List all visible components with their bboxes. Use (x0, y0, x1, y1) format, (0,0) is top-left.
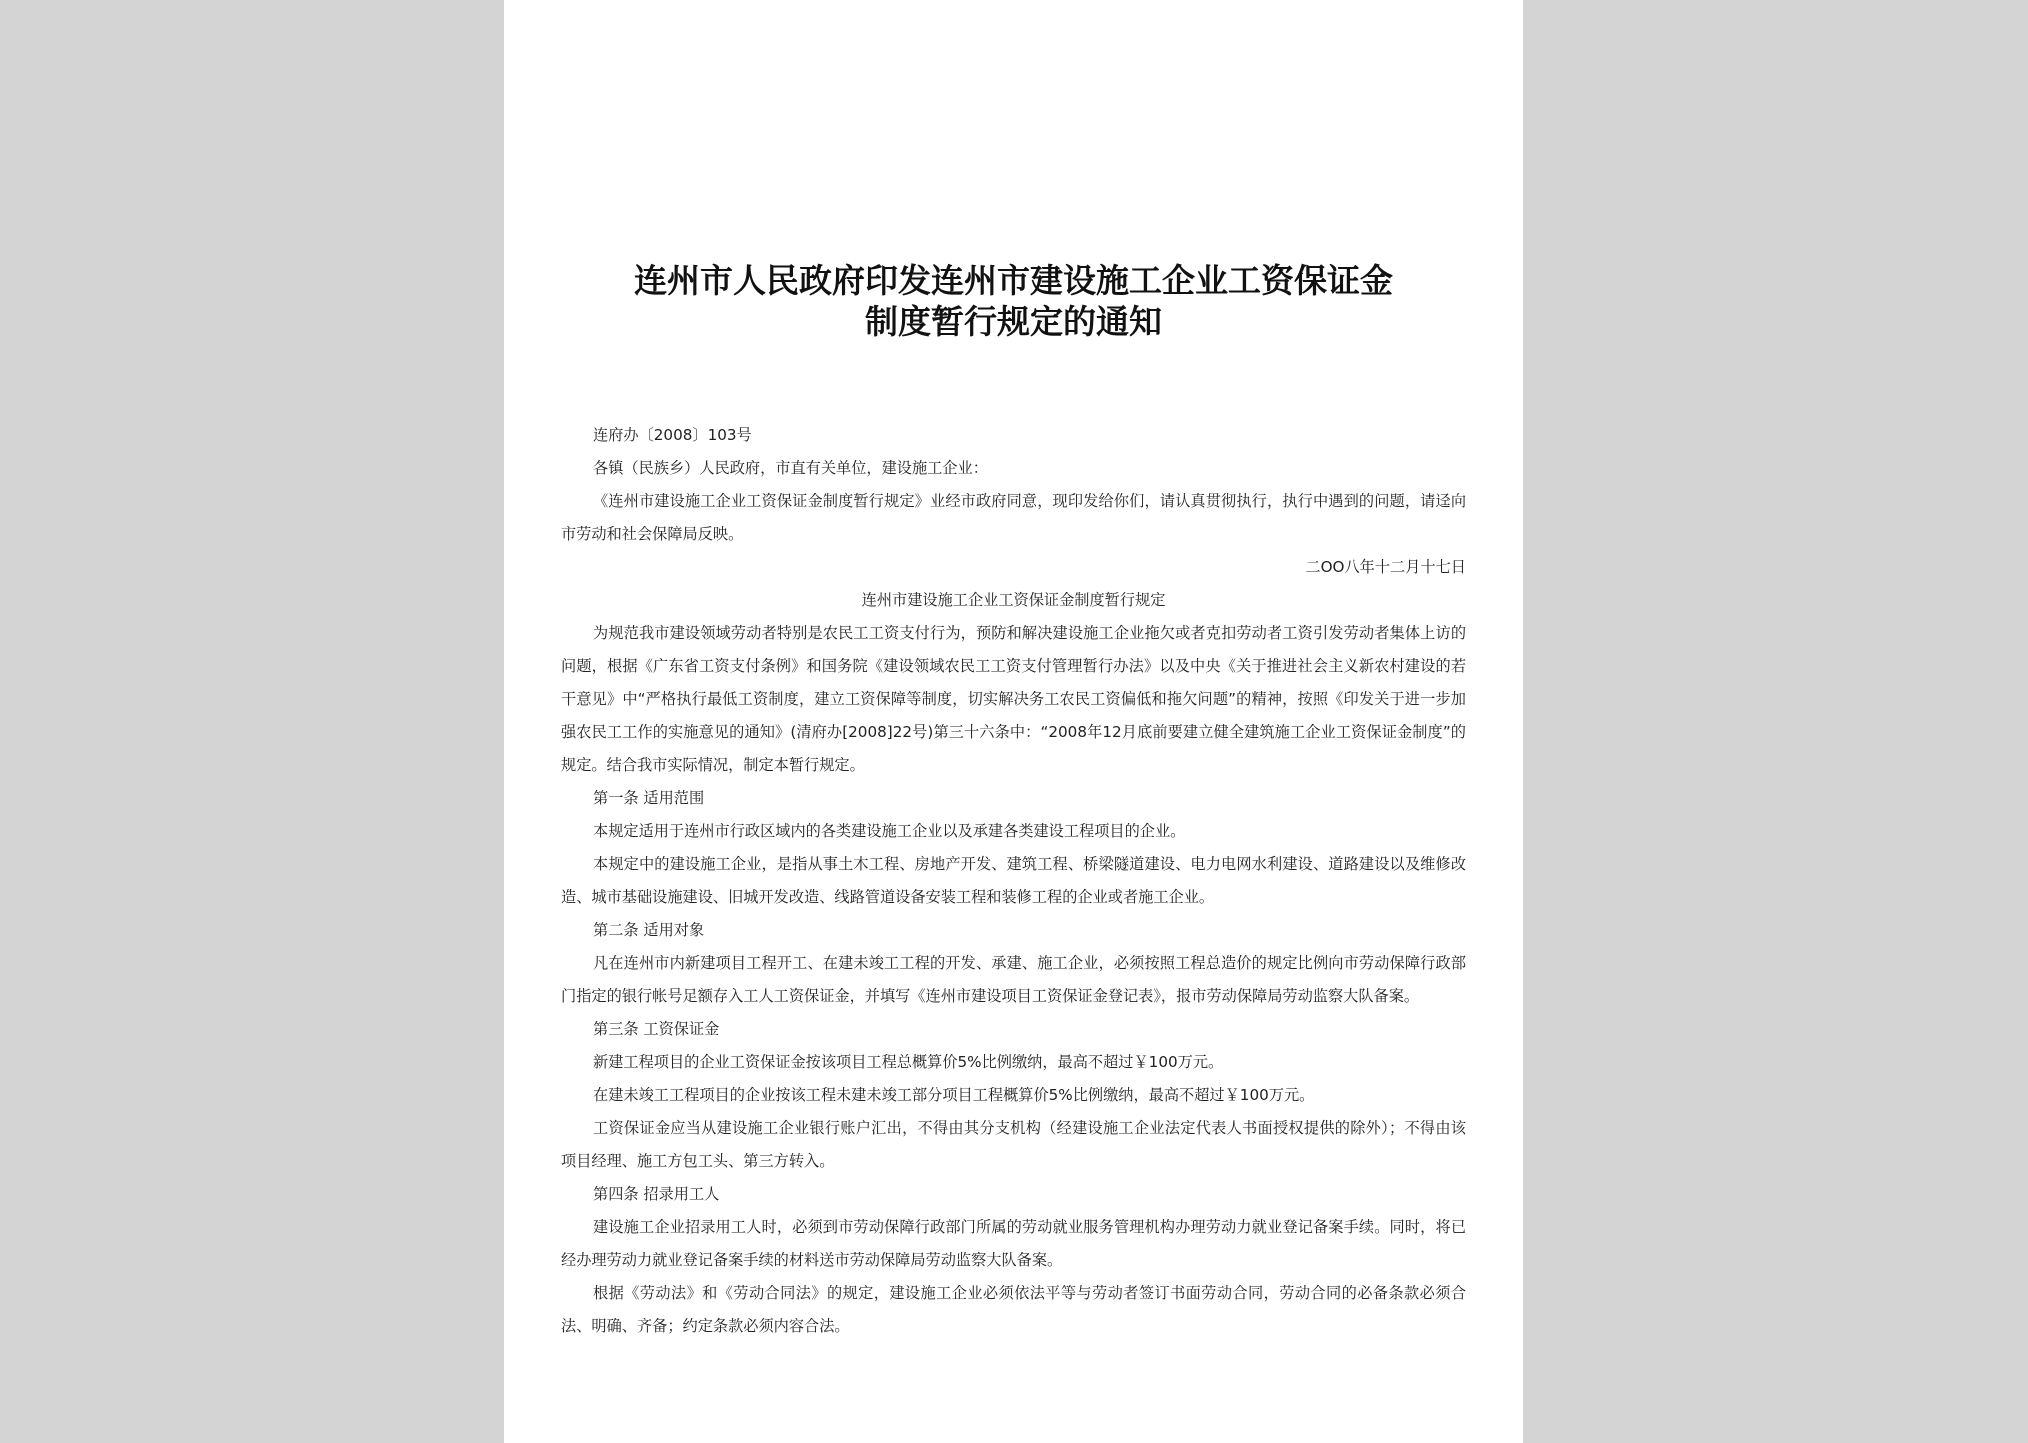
recipients: 各镇（民族乡）人民政府，市直有关单位，建设施工企业： (593, 459, 988, 477)
article-3-heading: 第三条 工资保证金 (593, 1020, 720, 1038)
article-4-paragraph-2: 根据《劳动法》和《劳动合同法》的规定，建设施工企业必须依法平等与劳动者签订书面劳动合同，劳动合同的必备条款必须合法、明确、齐备；约定条款必须内容合法。 (561, 1284, 1466, 1335)
preamble-paragraph: 为规范我市建设领域劳动者特别是农民工工资支付行为，预防和解决建设施工企业拖欠或者克扣劳动者工资引发劳动者集体上访的问题，根据《广东省工资支付条例》和国务院《建设领域农民工工资支付管理暂行办法》以及中央《关于推进社会主义新农村建设的若干意见》中“严格执行最低工资制度，建立工资保障等制度，切实解决务工农民工资偏低和拖欠问题”的精神，按照《印发关于进一步加强农民工工作的实施意见的通知》(清府办[2008]22号)第三十六条中：“2008年12月底前要建立健全建筑施工企业工资保证金制度”的规定。结合我市实际情况，制定本暂行规定。 (561, 624, 1466, 774)
article-1-paragraph-1: 本规定适用于连州市行政区域内的各类建设施工企业以及承建各类建设工程项目的企业。 (593, 822, 1186, 840)
document-title (504, 260, 1523, 342)
article-2-heading: 第二条 适用对象 (593, 921, 705, 939)
article-1-heading: 第一条 适用范围 (593, 789, 705, 807)
article-1-paragraph-2: 本规定中的建设施工企业，是指从事土木工程、房地产开发、建筑工程、桥梁隧道建设、电力电网水利建设、道路建设以及维修改造、城市基础设施建设、旧城开发改造、线路管道设备安装工程和装修工程的企业或者施工企业。 (561, 855, 1466, 906)
title-line-1: 连州市人民政府印发连州市建设施工企业工资保证金 (634, 261, 1393, 300)
article-3-paragraph-3: 工资保证金应当从建设施工企业银行账户汇出，不得由其分支机构（经建设施工企业法定代表人书面授权提供的除外）；不得由该项目经理、施工方包工头、第三方转入。 (561, 1119, 1466, 1170)
doc-number: 连府办〔2008〕103号 (593, 426, 752, 444)
intro-paragraph: 《连州市建设施工企业工资保证金制度暂行规定》业经市政府同意，现印发给你们，请认真贯彻执行，执行中遇到的问题，请迳向市劳动和社会保障局反映。 (561, 492, 1466, 543)
article-4-heading: 第四条 招录用工人 (593, 1185, 720, 1203)
regulation-subtitle: 连州市建设施工企业工资保证金制度暂行规定 (861, 591, 1166, 609)
document-body (561, 419, 1466, 1343)
article-4-paragraph-1: 建设施工企业招录用工人时，必须到市劳动保障行政部门所属的劳动就业服务管理机构办理劳动力就业登记备案手续。同时，将已经办理劳动力就业登记备案手续的材料送市劳动保障局劳动监察大队备案。 (561, 1218, 1466, 1269)
document-page (504, 0, 1523, 1443)
title-line-2: 制度暂行规定的通知 (865, 302, 1162, 341)
issue-date: 二OO八年十二月十七日 (1305, 558, 1466, 576)
article-2-paragraph-1: 凡在连州市内新建项目工程开工、在建未竣工工程的开发、承建、施工企业，必须按照工程总造价的规定比例向市劳动保障行政部门指定的银行帐号足额存入工人工资保证金，并填写《连州市建设项目工资保证金登记表》，报市劳动保障局劳动监察大队备案。 (561, 954, 1466, 1005)
article-3-paragraph-1: 新建工程项目的企业工资保证金按该项目工程总概算价5%比例缴纳，最高不超过￥100万元。 (593, 1053, 1224, 1071)
article-3-paragraph-2: 在建未竣工工程项目的企业按该工程未建未竣工部分项目工程概算价5%比例缴纳，最高不超过￥100万元。 (593, 1086, 1315, 1104)
